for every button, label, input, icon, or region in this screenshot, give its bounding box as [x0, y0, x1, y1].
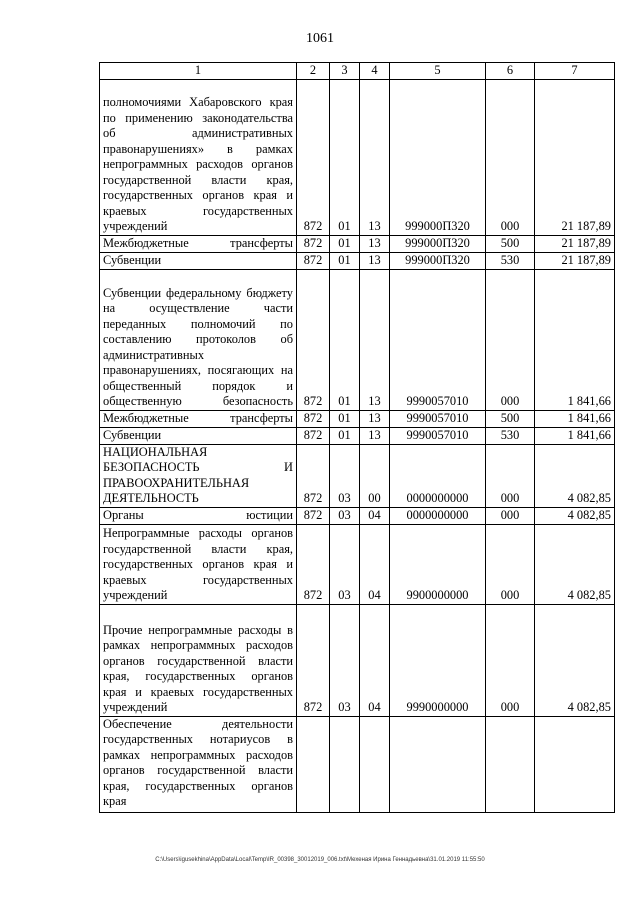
table-row — [100, 269, 615, 410]
row-name: Обеспечение деятельности государственных нотариусов в рамках непрограммных расходов органов государственной власти края, государственных органов края — [100, 716, 297, 812]
row-code: 872 — [297, 444, 330, 507]
row-name: Субвенции — [100, 427, 297, 444]
row-amount: 21 187,89 — [535, 235, 615, 252]
table-row — [100, 79, 615, 235]
row-section: 01 — [330, 269, 360, 410]
row-name: Субвенции — [100, 252, 297, 269]
row-subsection: 13 — [360, 269, 390, 410]
row-code: 872 — [297, 269, 330, 410]
row-type — [486, 716, 535, 812]
row-target: 9990057010 — [390, 427, 486, 444]
table-row — [100, 507, 615, 524]
row-code: 872 — [297, 252, 330, 269]
row-subsection: 04 — [360, 524, 390, 604]
row-type: 500 — [486, 235, 535, 252]
row-section — [330, 716, 360, 812]
row-amount: 4 082,85 — [535, 604, 615, 716]
row-subsection: 00 — [360, 444, 390, 507]
row-subsection: 13 — [360, 410, 390, 427]
column-header: 3 — [330, 63, 360, 80]
column-header: 7 — [535, 63, 615, 80]
row-section: 03 — [330, 524, 360, 604]
row-name: Субвенции федеральному бюджету на осуществление части переданных полномочий по составлению протоколов об административных правонарушениях, посягающих на общественный порядок и общественную безопасность — [100, 269, 297, 410]
row-type: 000 — [486, 444, 535, 507]
table-row — [100, 235, 615, 252]
row-section: 01 — [330, 252, 360, 269]
row-subsection: 13 — [360, 252, 390, 269]
row-code — [297, 716, 330, 812]
row-target: 0000000000 — [390, 507, 486, 524]
column-header: 1 — [100, 63, 297, 80]
row-name: Прочие непрограммные расходы в рамках непрограммных расходов органов государственной власти края, государственных органов края и краевых государственных учреждений — [100, 604, 297, 716]
row-code: 872 — [297, 507, 330, 524]
table-row — [100, 716, 615, 812]
row-target: 9900000000 — [390, 524, 486, 604]
row-section: 01 — [330, 427, 360, 444]
row-name: НАЦИОНАЛЬНАЯ БЕЗОПАСНОСТЬ И ПРАВООХРАНИТЕЛЬНАЯ ДЕЯТЕЛЬНОСТЬ — [100, 444, 297, 507]
table-row — [100, 524, 615, 604]
row-amount: 1 841,66 — [535, 269, 615, 410]
row-amount: 1 841,66 — [535, 410, 615, 427]
row-subsection: 13 — [360, 79, 390, 235]
row-type: 000 — [486, 604, 535, 716]
table-row — [100, 410, 615, 427]
row-section: 01 — [330, 79, 360, 235]
row-type: 000 — [486, 79, 535, 235]
row-subsection: 13 — [360, 235, 390, 252]
row-type: 000 — [486, 507, 535, 524]
budget-table — [99, 62, 615, 813]
file-path-footer: C:\Users\igusekhina\AppData\Local\Temp\IR_00398_30012019_006.txt\Мехеная Ирина Геннадьевна\31.01.2019 11:55:50 — [155, 857, 485, 863]
row-name: Межбюджетные трансферты — [100, 410, 297, 427]
table-row — [100, 252, 615, 269]
row-section: 03 — [330, 444, 360, 507]
row-section: 03 — [330, 604, 360, 716]
row-name: Межбюджетные трансферты — [100, 235, 297, 252]
row-amount: 21 187,89 — [535, 79, 615, 235]
row-amount: 4 082,85 — [535, 444, 615, 507]
row-target — [390, 716, 486, 812]
row-subsection — [360, 716, 390, 812]
row-code: 872 — [297, 79, 330, 235]
row-type: 530 — [486, 427, 535, 444]
row-code: 872 — [297, 427, 330, 444]
row-target: 0000000000 — [390, 444, 486, 507]
column-header: 4 — [360, 63, 390, 80]
row-type: 500 — [486, 410, 535, 427]
row-target: 9990057010 — [390, 269, 486, 410]
row-subsection: 13 — [360, 427, 390, 444]
row-amount: 21 187,89 — [535, 252, 615, 269]
row-amount: 4 082,85 — [535, 524, 615, 604]
row-code: 872 — [297, 235, 330, 252]
column-header: 5 — [390, 63, 486, 80]
row-target: 999000П320 — [390, 252, 486, 269]
row-target: 9990000000 — [390, 604, 486, 716]
row-type: 530 — [486, 252, 535, 269]
row-section: 03 — [330, 507, 360, 524]
row-target: 9990057010 — [390, 410, 486, 427]
row-subsection: 04 — [360, 507, 390, 524]
table-header-row — [100, 63, 615, 80]
row-amount: 4 082,85 — [535, 507, 615, 524]
row-type: 000 — [486, 524, 535, 604]
row-type: 000 — [486, 269, 535, 410]
table-row — [100, 604, 615, 716]
row-name: полномочиями Хабаровского края по применению законодательства об административных правонарушениях» в рамках непрограммных расходов органов государственной власти края, государственных органов края и краевых государственных учреждений — [100, 79, 297, 235]
row-code: 872 — [297, 410, 330, 427]
page-number: 1061 — [306, 31, 334, 46]
column-header: 2 — [297, 63, 330, 80]
row-amount — [535, 716, 615, 812]
row-name: Органы юстиции — [100, 507, 297, 524]
row-name: Непрограммные расходы органов государственной власти края, государственных органов края и краевых государственных учреждений — [100, 524, 297, 604]
row-section: 01 — [330, 410, 360, 427]
row-code: 872 — [297, 524, 330, 604]
row-target: 999000П320 — [390, 79, 486, 235]
row-target: 999000П320 — [390, 235, 486, 252]
row-code: 872 — [297, 604, 330, 716]
table-row — [100, 427, 615, 444]
row-section: 01 — [330, 235, 360, 252]
row-amount: 1 841,66 — [535, 427, 615, 444]
table-row — [100, 444, 615, 507]
row-subsection: 04 — [360, 604, 390, 716]
column-header: 6 — [486, 63, 535, 80]
